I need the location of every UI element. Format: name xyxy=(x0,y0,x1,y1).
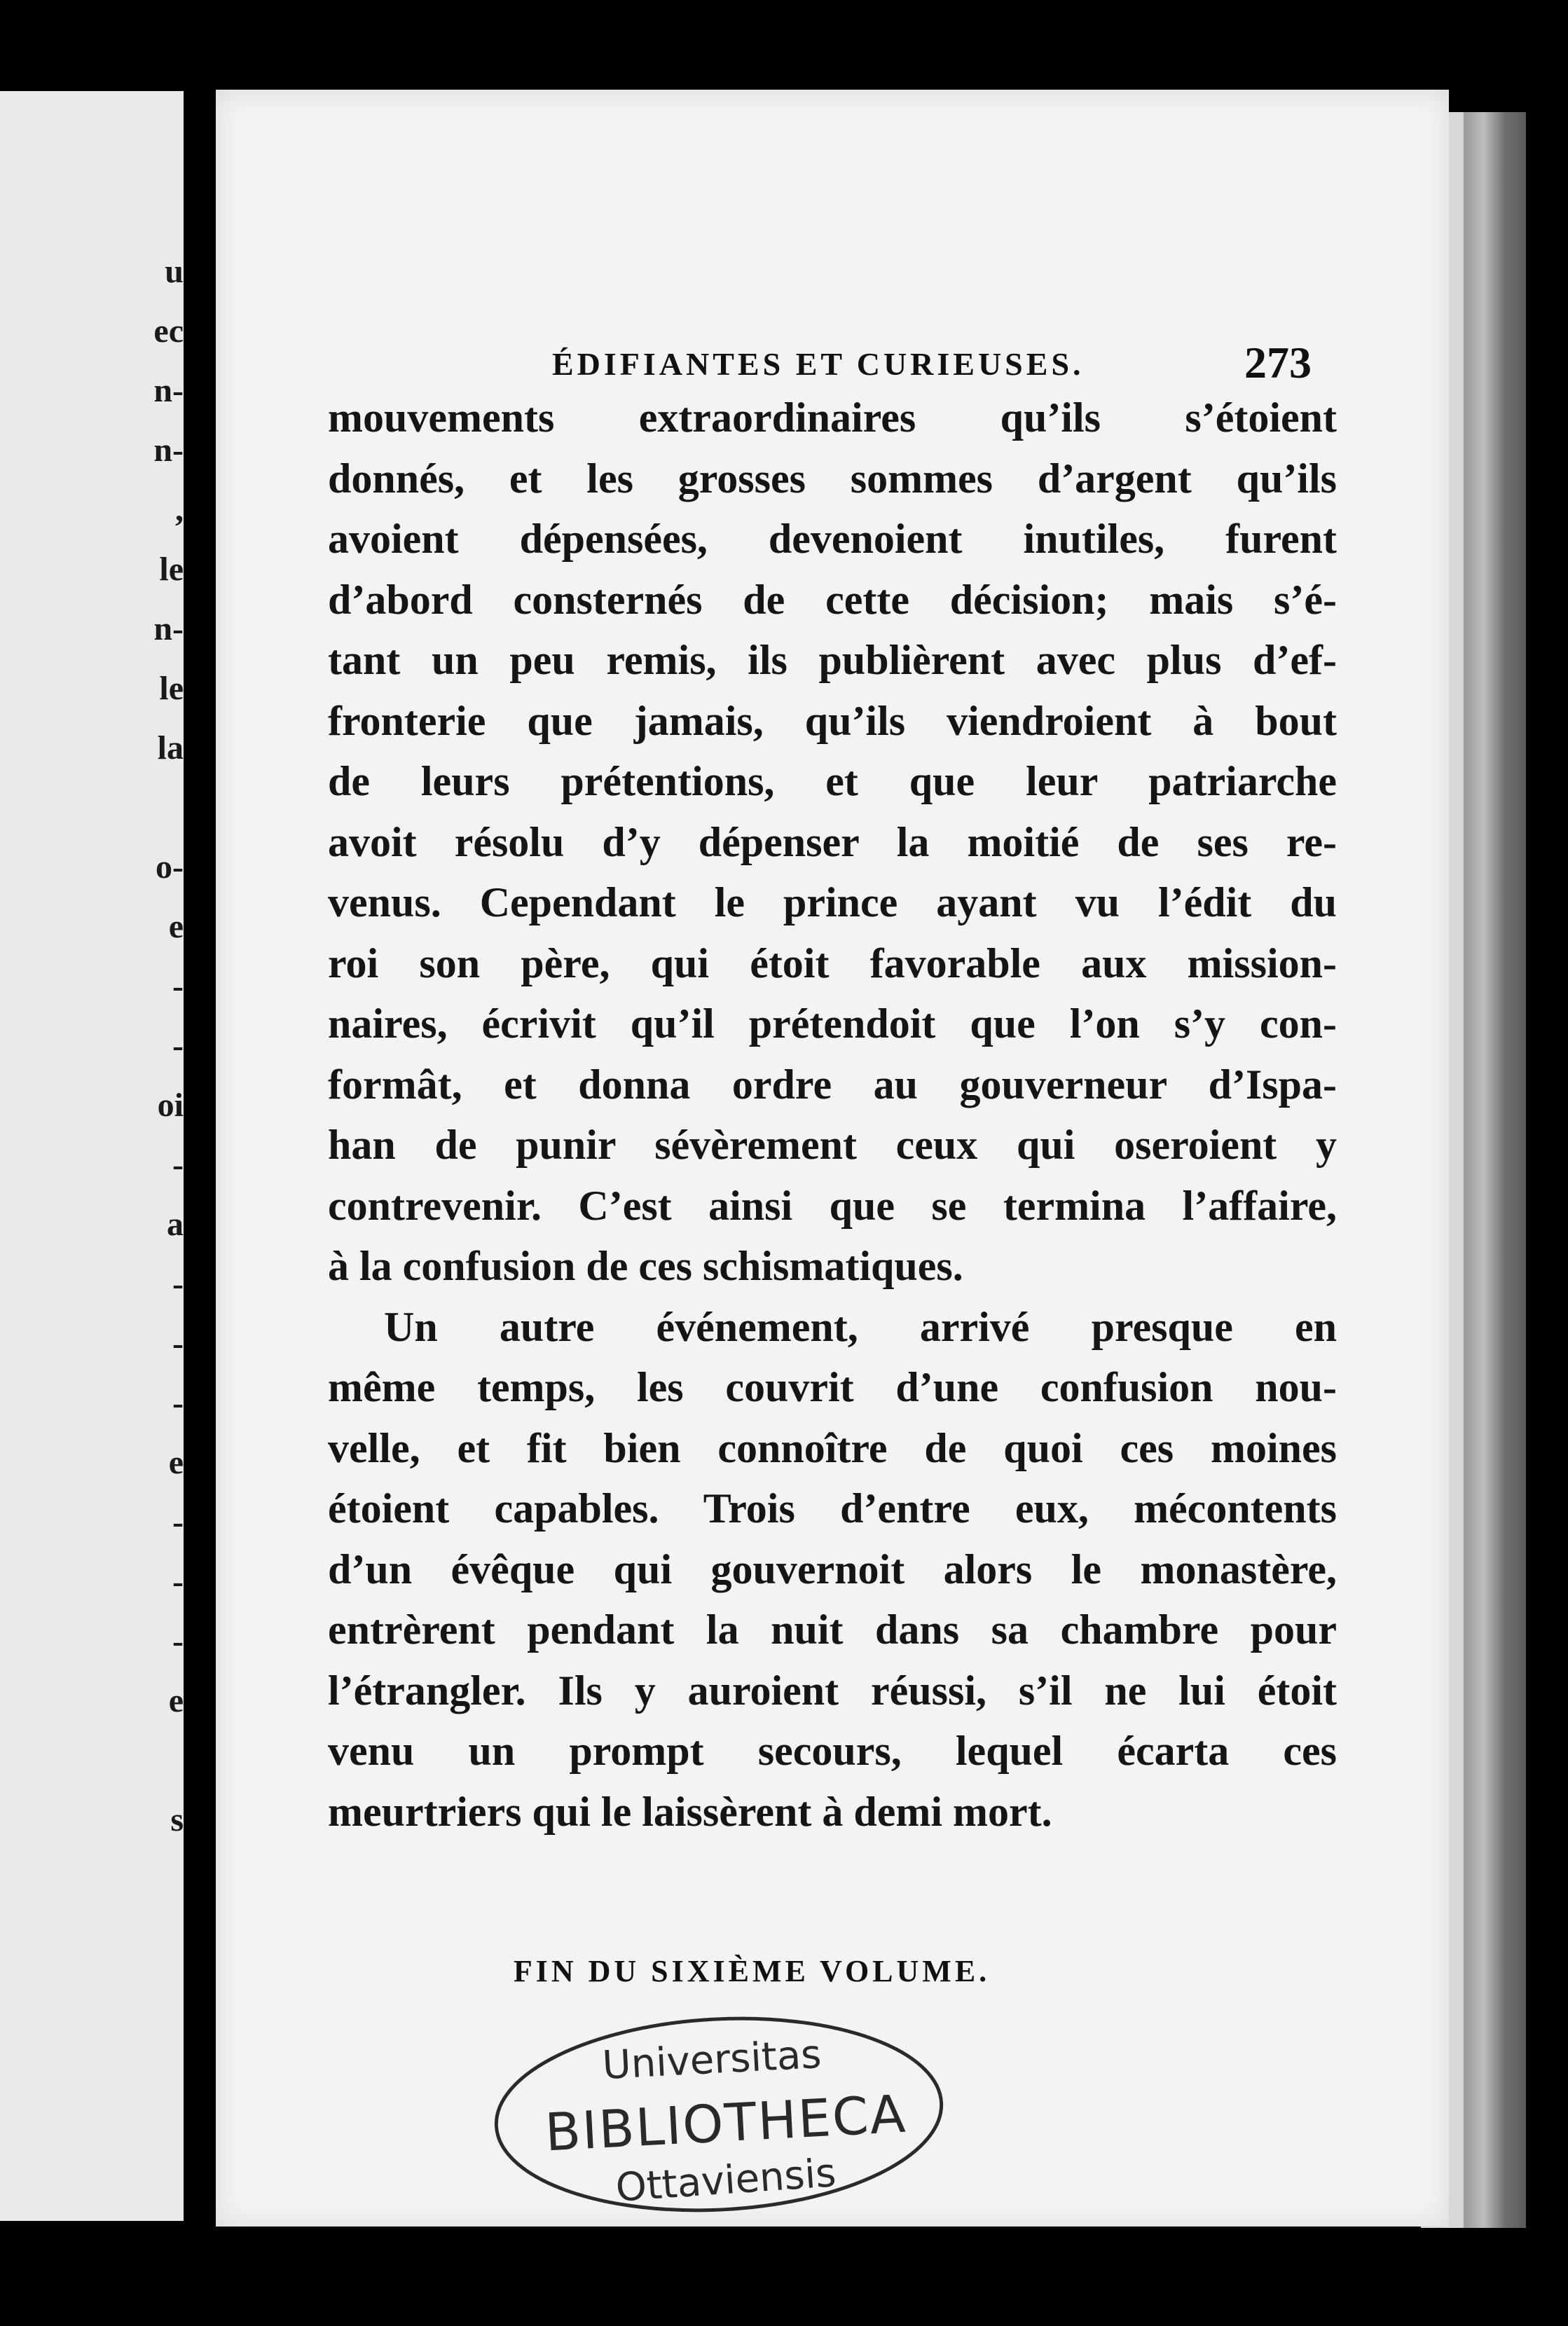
left-fragment: e xyxy=(168,908,184,945)
text-line: fronterie que jamais, qu’ils viendroient à bout xyxy=(328,697,1337,744)
text-line: de leurs prétentions, et que leur patriarche xyxy=(328,758,1337,804)
left-fragment: n- xyxy=(153,372,184,409)
text-line: contrevenir. C’est ainsi que se termina l’affaire, xyxy=(328,1182,1337,1229)
left-fragment: , xyxy=(175,491,184,528)
body-text xyxy=(328,387,1337,1842)
text-line: d’abord consternés de cette décision; mais s’é- xyxy=(328,576,1337,623)
left-fragment: - xyxy=(172,968,184,1005)
text-line: entrèrent pendant la nuit dans sa chambre pour xyxy=(328,1606,1337,1653)
stamp-top-text: Universitas xyxy=(601,2031,823,2089)
book-page xyxy=(216,90,1449,2227)
left-fragment: o- xyxy=(156,848,184,886)
text-line: formât, et donna ordre au gouverneur d’Ispa- xyxy=(328,1061,1337,1108)
left-fragment: oi xyxy=(157,1087,184,1124)
left-fragment: n- xyxy=(153,432,184,469)
left-fragment: - xyxy=(172,1503,184,1541)
left-fragment: e xyxy=(168,1444,184,1481)
library-stamp xyxy=(488,2009,950,2220)
left-fragment: u xyxy=(165,253,184,290)
text-line: mouvements extraordinaires qu’ils s’étoient xyxy=(328,394,1337,441)
end-of-volume-note: FIN DU SIXIÈME VOLUME. xyxy=(513,1954,991,1988)
text-line: naires, écrivit qu’il prétendoit que l’on s’y con- xyxy=(328,1000,1337,1047)
text-line: venus. Cependant le prince ayant vu l’édit du xyxy=(328,879,1337,925)
text-line: à la confusion de ces schismatiques. xyxy=(328,1243,963,1289)
header-title: ÉDIFIANTES ET CURIEUSES. xyxy=(552,346,1085,382)
left-fragment: a xyxy=(167,1206,184,1243)
text-line: Un autre événement, arrivé presque en xyxy=(384,1303,1337,1350)
stamp-middle-text: BIBLIOTHECA xyxy=(543,2084,909,2163)
text-line: étoient capables. Trois d’entre eux, mécontents xyxy=(328,1485,1337,1532)
left-fragment: - xyxy=(172,1563,184,1600)
text-line: venu un prompt secours, lequel écarta ces xyxy=(328,1728,1337,1774)
left-fragment: - xyxy=(172,1384,184,1422)
text-line: avoient dépensées, devenoient inutiles, furent xyxy=(328,516,1337,562)
left-fragment: s xyxy=(170,1801,184,1838)
stamp-bottom-text: Ottaviensis xyxy=(614,2150,838,2211)
left-fragment: - xyxy=(172,1265,184,1302)
left-fragment: - xyxy=(172,1325,184,1362)
facing-page-fragment xyxy=(0,91,184,2221)
left-fragment: le xyxy=(159,551,184,588)
left-fragment: la xyxy=(157,729,184,766)
text-line: d’un évêque qui gouvernoit alors le monastère, xyxy=(328,1546,1337,1592)
text-line: han de punir sévèrement ceux qui oseroient y xyxy=(328,1122,1337,1168)
text-line: meurtriers qui le laissèrent à demi mort. xyxy=(328,1788,1052,1835)
left-fragment: - xyxy=(172,1623,184,1660)
left-fragment: - xyxy=(172,1146,184,1183)
text-line: velle, et fit bien connoître de quoi ces moines xyxy=(328,1424,1337,1471)
text-line: roi son père, qui étoit favorable aux mission- xyxy=(328,940,1337,986)
left-fragment: - xyxy=(172,1027,184,1064)
left-fragment: n- xyxy=(153,610,184,647)
text-line: tant un peu remis, ils publièrent avec plus d’ef- xyxy=(328,637,1337,683)
text-line: même temps, les couvrit d’une confusion nou- xyxy=(328,1364,1337,1410)
page-number: 273 xyxy=(1244,338,1312,387)
left-fragment: ec xyxy=(153,312,184,350)
left-fragment: e xyxy=(168,1682,184,1719)
running-header xyxy=(216,324,1449,387)
text-line: donnés, et les grosses sommes d’argent qu’ils xyxy=(328,455,1337,502)
text-line: avoit résolu d’y dépenser la moitié de ses re- xyxy=(328,818,1337,865)
text-line: l’étrangler. Ils y auroient réussi, s’il ne lui étoit xyxy=(328,1667,1337,1714)
left-fragment: le xyxy=(159,670,184,707)
